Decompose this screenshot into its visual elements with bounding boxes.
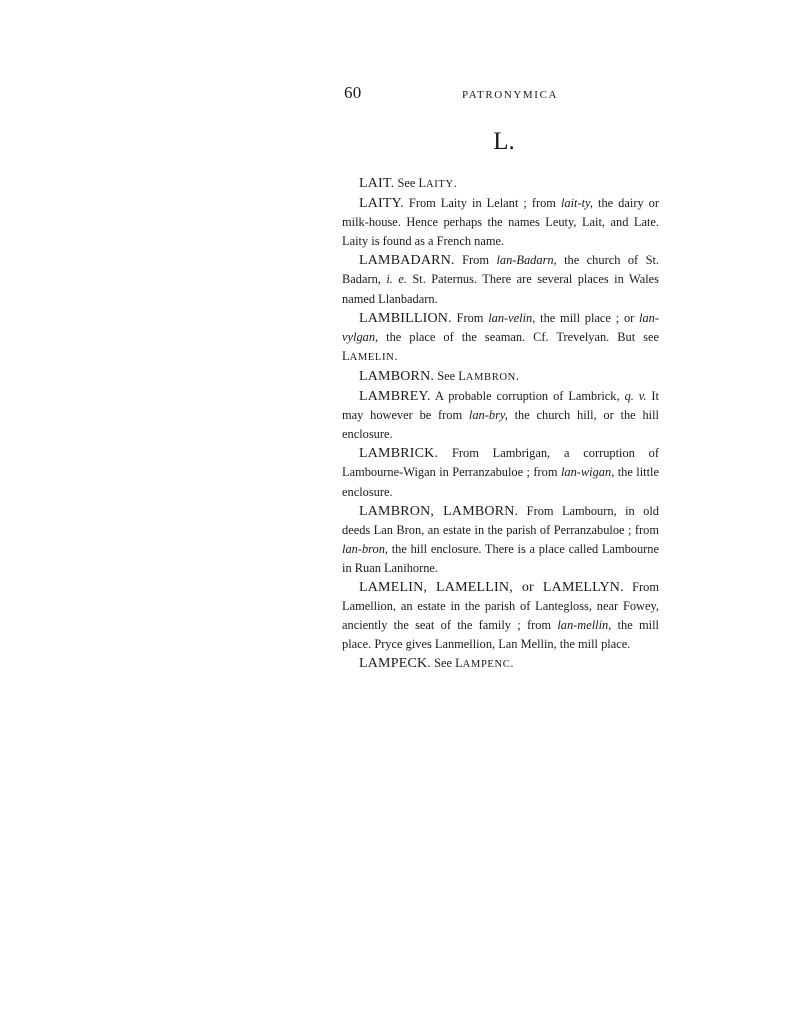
entry-headword: LAIT. bbox=[359, 176, 395, 191]
entry-text: the dairy or milk-house. Hence perhaps the names Leuty, Lait, and Late. Laity is found as a French name. bbox=[342, 196, 659, 249]
entry-cross-reference: AMPENC bbox=[462, 659, 511, 671]
entry-cross-reference-initial: L bbox=[418, 176, 427, 190]
entry-cross-reference-initial: L bbox=[342, 348, 350, 363]
entry-headword: LAMBREY. bbox=[359, 389, 431, 405]
entry-lambrick bbox=[342, 444, 659, 501]
entry-headword: LAMBORN. bbox=[359, 368, 435, 384]
entry-lambrey bbox=[342, 387, 659, 444]
dictionary-entries bbox=[342, 174, 659, 674]
entry-italic-term: q. v. bbox=[624, 389, 647, 404]
entry-text: From bbox=[454, 253, 497, 268]
entry-lampeck bbox=[342, 654, 659, 674]
entry-headword: LAMPECK. bbox=[359, 656, 431, 672]
entry-text: the mill place. Pryce gives Lanmellion, Lan Mellin, the mill place. bbox=[342, 618, 659, 652]
entry-headword: LAMBADARN. bbox=[359, 253, 455, 269]
entry-headword: LAITY. bbox=[359, 196, 404, 212]
entry-lait bbox=[342, 174, 659, 194]
entry-italic-term: lan-mellin, bbox=[557, 618, 612, 633]
entry-text: It may however be from bbox=[342, 389, 659, 423]
entry-text: . bbox=[394, 348, 398, 363]
entry-text: A probable corruption of Lambrick, bbox=[430, 389, 625, 404]
entry-text: From Lambrigan, a corruption of Lambourne-Wigan in Perranzabuloe ; from bbox=[342, 446, 659, 480]
entry-italic-term: lan-bry, bbox=[468, 408, 508, 423]
entry-text: See bbox=[394, 176, 419, 190]
entry-lambillion bbox=[342, 309, 659, 367]
entry-lamborn bbox=[342, 367, 659, 387]
entry-italic-term: lait-ty, bbox=[560, 196, 593, 211]
entry-text: From Laity in Lelant ; from bbox=[403, 196, 561, 211]
entry-italic-term: lan-velin, bbox=[488, 310, 536, 325]
entry-cross-reference-initial: L bbox=[458, 368, 466, 383]
entry-text: the church of St. Badarn, bbox=[342, 253, 660, 287]
entry-text: From Lamellion, an estate in the parish of Lantegloss, near Fowey, anciently the seat of the family ; from bbox=[342, 579, 659, 633]
entry-headword: LAMBRON, LAMBORN. bbox=[359, 503, 519, 519]
entry-italic-term: lan-vylgan, bbox=[342, 310, 660, 344]
running-title: PATRONYMICA bbox=[462, 89, 559, 101]
entry-headword: LAMELIN, LAMELLIN, or LAMELLYN. bbox=[359, 579, 624, 595]
entry-text: From bbox=[451, 310, 489, 325]
entry-text: the church hill, or the hill enclosure. bbox=[342, 408, 659, 442]
entry-text: From Lambourn, in old deeds Lan Bron, an estate in the parish of Perranzabuloe ; from bbox=[342, 503, 659, 537]
entry-laity bbox=[342, 194, 659, 251]
entry-text: the place of the seaman. Cf. Trevelyan. But see bbox=[378, 329, 659, 344]
page-number: 60 bbox=[344, 83, 362, 102]
entry-text: . bbox=[510, 656, 514, 671]
entry-text: See bbox=[434, 368, 459, 383]
entry-cross-reference: AITY bbox=[426, 179, 454, 190]
entry-italic-term: i. e. bbox=[386, 272, 407, 287]
entry-lambron-lamborn bbox=[342, 502, 659, 578]
entry-lamelin bbox=[342, 578, 659, 654]
entry-italic-term: lan-Badarn, bbox=[496, 253, 557, 268]
entry-cross-reference: AMBRON bbox=[465, 371, 516, 383]
entry-text: St. Paternus. There are several places in Wales named Llanbadarn. bbox=[342, 272, 659, 306]
entry-headword: LAMBRICK. bbox=[359, 446, 439, 462]
entry-text: See bbox=[431, 656, 456, 671]
entry-text: the mill place ; or bbox=[535, 310, 640, 325]
entry-text: . bbox=[515, 368, 519, 383]
section-letter: L. bbox=[493, 128, 515, 155]
entry-cross-reference: AMELIN bbox=[349, 351, 395, 363]
entry-text: . bbox=[453, 176, 457, 190]
entry-text: the little enclosure. bbox=[342, 465, 659, 499]
entry-italic-term: lan-wigan, bbox=[560, 465, 615, 480]
entry-cross-reference-initial: L bbox=[455, 656, 463, 671]
entry-headword: LAMBILLION. bbox=[359, 310, 452, 326]
entry-lambadarn bbox=[342, 251, 659, 308]
entry-text: the hill enclosure. There is a place called Lambourne in Ruan Lanihorne. bbox=[342, 541, 659, 575]
entry-italic-term: lan-bron, bbox=[342, 541, 389, 556]
